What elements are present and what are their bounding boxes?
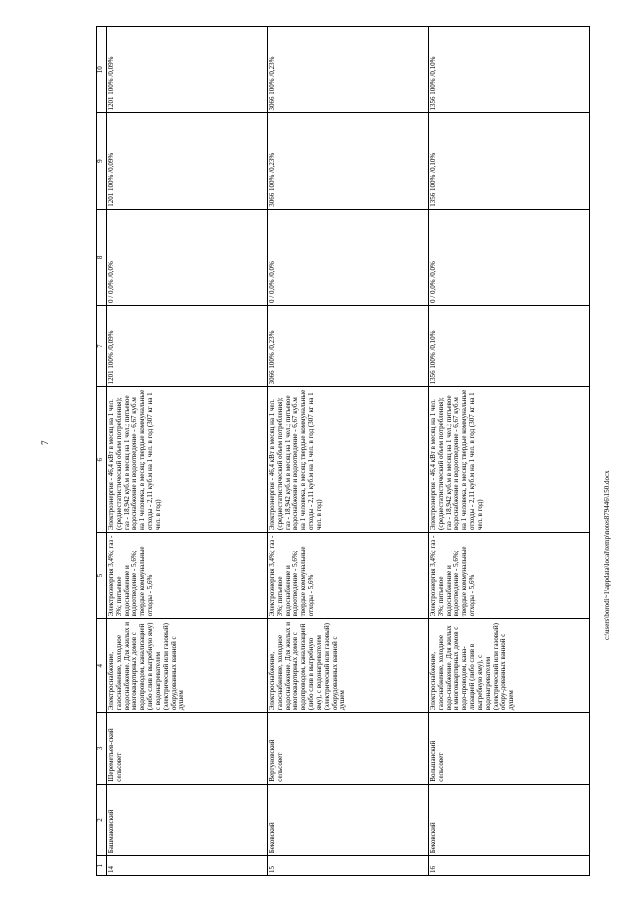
header-cell: 1 (97, 856, 107, 876)
district-cell: Бековский (268, 784, 429, 856)
header-cell: 4 (97, 619, 107, 713)
settlement-cell: Вертуновский сельсовет (268, 713, 429, 785)
within-limit-cell: 3066 100% /0,23% (268, 113, 429, 209)
services-cell: Электроснабжение, газоснабжение, холодное водо-снабжение. Для жилых и многоквартирных домов с водо-проводом, кана-лизацией (либо слив в выгребную яму), с водонагревателем (электрический или газовый) обору-дованных ванной с душем (429, 619, 590, 713)
services-cell: Электроснабжение, газоснабжение, холодное водоснабжение. Для жилых и многоквартирных домов с водопроводом, канализацией (либо слив в выгребную яму), с водонагревателем (электрический или газовый) оборудованных ванной с душем (268, 619, 429, 713)
growth-index-cell: Электроэнергия 3,4%; газ - 3%; питьевое водоснабжение и водоотведение - 5,6%; твердые коммунальные отходы - 5,6% (268, 532, 429, 618)
district-cell: Башмаковский (107, 784, 268, 856)
header-cell: 3 (97, 713, 107, 785)
total-cell: 3066 100% /0,23% (268, 27, 429, 113)
row-number-cell: 14 (107, 856, 268, 876)
over-limit-cell: 0 / 0,0% /0,0% (107, 209, 268, 305)
population-cell: 3066 100% /0,23% (268, 305, 429, 386)
within-limit-cell: 1201 100% /0,09% (107, 113, 268, 209)
growth-index-cell: Электроэнергия 3,4%; газ - 3%; питьевое водоснабжение и водоотведение - 5,6%; твердые коммунальные отходы - 5,6% (429, 532, 590, 618)
header-cell: 10 (97, 27, 107, 113)
tariff-table (96, 26, 590, 876)
population-cell: 1201 100% /0,09% (107, 305, 268, 386)
tariff-table-container (96, 26, 586, 876)
over-limit-cell: 0 / 0,0% /0,0% (268, 209, 429, 305)
settlement-cell: Вольшанский сельсовет (429, 713, 590, 785)
row-number-cell: 15 (268, 856, 429, 876)
table-row (268, 27, 429, 876)
growth-index-cell: Электроэнергия 3,4%; газ - 3%; питьевое водоснабжение и водоотведение - 5,6%; твердые коммунальные отходы - 5,6% (107, 532, 268, 618)
page-number: 7 (40, 440, 50, 445)
table-row (107, 27, 268, 876)
header-cell: 5 (97, 532, 107, 618)
consumption-norm-cell: Электроэнергия - 46,4 кВт в месяц на 1 чел. (среднестатистический объем потребления); газ - 18,942 куб.м в месяц на 1 чел.; питьевое водоснабжение и водоотведение - 6,67 куб.м на 1 человека, в месяц; твердые коммунальные отходы - 2,11 куб.м на 1 чел. в год (307 кг на 1 чел. в год) (429, 387, 590, 533)
row-number-cell: 16 (429, 856, 590, 876)
total-cell: 1356 100% /0,10% (429, 27, 590, 113)
header-cell: 2 (97, 784, 107, 856)
header-cell: 8 (97, 209, 107, 305)
consumption-norm-cell: Электроэнергия - 46,4 кВт в месяц на 1 чел. (среднестатистический объем потребления); газ - 18,942 куб.м в месяц на 1 чел.; питьевое водоснабжение и водоотведение - 6,67 куб.м на 1 человека, в месяц; твердые коммунальные отходы - 2,11 куб.м на 1 чел. в год (307 кг на 1 чел. в год) (268, 387, 429, 533)
header-row (97, 27, 107, 876)
district-cell: Бековский (429, 784, 590, 856)
settlement-cell: Шереметьев-ский сельсовет (107, 713, 268, 785)
over-limit-cell: 0 / 0,0% /0,0% (429, 209, 590, 305)
table-row (429, 27, 590, 876)
total-cell: 1201 100% /0,09% (107, 27, 268, 113)
header-cell: 9 (97, 113, 107, 209)
services-cell: Электроснабжение, газоснабжение, холодное водоснабжение. Для жилых и многоквартирных домов с водопроводом, канализацией (либо слив в выгребную яму) с водонагревателем (электрический или газовый) оборудованных ванной с душем (107, 619, 268, 713)
footer-file-path: c:\users\borodi~1\appdata\local\temp\notes879446\150.docx (603, 470, 611, 640)
population-cell: 1356 100% /0,10% (429, 305, 590, 386)
header-cell: 6 (97, 387, 107, 533)
header-cell: 7 (97, 305, 107, 386)
within-limit-cell: 1356 100% /0,10% (429, 113, 590, 209)
consumption-norm-cell: Электроэнергия - 46,4 кВт в месяц на 1 чел. (среднестатистический объем потребления); газ - 18,942 куб.м в месяц на 1 чел.; питьевое водоснабжение и водоотведение - 6,67 куб.м на 1 человека, в месяц; твердые коммунальные отходы - 2,11 куб.м на 1 чел. в год (307 кг на 1 чел. в год) (107, 387, 268, 533)
